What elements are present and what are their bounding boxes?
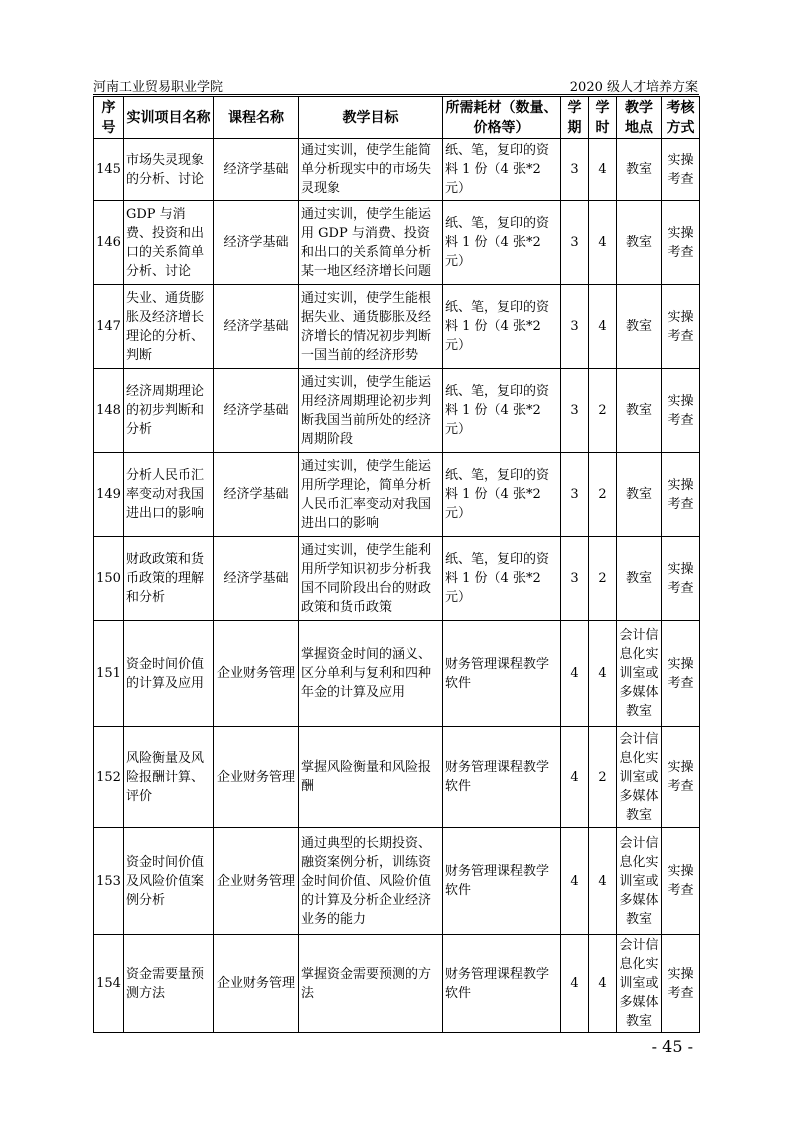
cell-course: 经济学基础 — [214, 201, 299, 285]
cell-materials: 财务管理课程教学软件 — [443, 621, 561, 727]
page-number: - 45 - — [651, 1037, 693, 1056]
cell-course: 经济学基础 — [214, 285, 299, 369]
cell-exam: 实操考查 — [662, 139, 700, 201]
cell-no: 148 — [94, 369, 124, 453]
cell-exam: 实操考查 — [662, 537, 700, 621]
cell-course: 经济学基础 — [214, 453, 299, 537]
cell-hours: 4 — [589, 935, 617, 1033]
cell-materials: 财务管理课程教学软件 — [443, 727, 561, 828]
cell-exam: 实操考查 — [662, 453, 700, 537]
cell-place: 教室 — [617, 369, 662, 453]
cell-term: 3 — [561, 201, 589, 285]
table-row — [94, 621, 700, 727]
cell-project: 资金需要量预测方法 — [124, 935, 214, 1033]
cell-place: 教室 — [617, 453, 662, 537]
cell-no: 145 — [94, 139, 124, 201]
cell-goal: 掌握资金时间的涵义、区分单利与复利和四种年金的计算及应用 — [299, 621, 443, 727]
cell-no: 146 — [94, 201, 124, 285]
cell-term: 4 — [561, 828, 589, 935]
training-project-table — [93, 96, 700, 1033]
cell-no: 154 — [94, 935, 124, 1033]
cell-goal: 通过典型的长期投资、融资案例分析，训练资金时间价值、风险价值的计算及分析企业经济业务的能力 — [299, 828, 443, 935]
cell-exam: 实操考查 — [662, 285, 700, 369]
col-header-materials: 所需耗材（数量、价格等） — [443, 97, 561, 139]
table-row — [94, 935, 700, 1033]
cell-hours: 2 — [589, 453, 617, 537]
col-header-no: 序号 — [94, 97, 124, 139]
cell-goal: 通过实训，使学生能利用所学知识初步分析我国不同阶段出台的财政政策和货币政策 — [299, 537, 443, 621]
cell-place: 会计信息化实训室或多媒体教室 — [617, 727, 662, 828]
cell-project: 财政政策和货币政策的理解和分析 — [124, 537, 214, 621]
cell-term: 3 — [561, 139, 589, 201]
cell-course: 经济学基础 — [214, 139, 299, 201]
cell-exam: 实操考查 — [662, 621, 700, 727]
cell-hours: 4 — [589, 139, 617, 201]
cell-no: 151 — [94, 621, 124, 727]
cell-materials: 纸、笔，复印的资料 1 份（4 张*2 元） — [443, 285, 561, 369]
cell-course: 经济学基础 — [214, 537, 299, 621]
cell-term: 4 — [561, 727, 589, 828]
cell-course: 企业财务管理 — [214, 828, 299, 935]
cell-project: GDP 与消费、投资和出口的关系简单分析、讨论 — [124, 201, 214, 285]
cell-goal: 掌握风险衡量和风险报酬 — [299, 727, 443, 828]
cell-materials: 纸、笔，复印的资料 1 份（4 张*2 元） — [443, 139, 561, 201]
header-school-name: 河南工业贸易职业学院 — [93, 80, 224, 95]
cell-exam: 实操考查 — [662, 369, 700, 453]
table-row — [94, 828, 700, 935]
cell-hours: 2 — [589, 537, 617, 621]
cell-place: 教室 — [617, 537, 662, 621]
col-header-course: 课程名称 — [214, 97, 299, 139]
cell-place: 会计信息化实训室或多媒体教室 — [617, 621, 662, 727]
cell-materials: 纸、笔，复印的资料 1 份（4 张*2 元） — [443, 453, 561, 537]
col-header-exam: 考核方式 — [662, 97, 700, 139]
cell-place: 会计信息化实训室或多媒体教室 — [617, 828, 662, 935]
cell-term: 4 — [561, 621, 589, 727]
header-doc-title: 2020 级人才培养方案 — [569, 80, 698, 95]
cell-course: 经济学基础 — [214, 369, 299, 453]
cell-project: 资金时间价值及风险价值案例分析 — [124, 828, 214, 935]
cell-place: 教室 — [617, 139, 662, 201]
cell-term: 3 — [561, 537, 589, 621]
cell-materials: 财务管理课程教学软件 — [443, 935, 561, 1033]
cell-goal: 通过实训，使学生能根据失业、通货膨胀及经济增长的情况初步判断一国当前的经济形势 — [299, 285, 443, 369]
col-header-place: 教学地点 — [617, 97, 662, 139]
cell-goal: 通过实训，使学生能运用经济周期理论初步判断我国当前所处的经济周期阶段 — [299, 369, 443, 453]
col-header-goal: 教学目标 — [299, 97, 443, 139]
table-row — [94, 139, 700, 201]
cell-project: 失业、通货膨胀及经济增长理论的分析、判断 — [124, 285, 214, 369]
cell-materials: 纸、笔，复印的资料 1 份（4 张*2 元） — [443, 537, 561, 621]
cell-hours: 4 — [589, 285, 617, 369]
cell-exam: 实操考查 — [662, 727, 700, 828]
cell-place: 教室 — [617, 201, 662, 285]
cell-hours: 4 — [589, 621, 617, 727]
cell-term: 3 — [561, 285, 589, 369]
cell-exam: 实操考查 — [662, 935, 700, 1033]
cell-no: 150 — [94, 537, 124, 621]
cell-place: 教室 — [617, 285, 662, 369]
cell-course: 企业财务管理 — [214, 621, 299, 727]
cell-no: 152 — [94, 727, 124, 828]
cell-goal: 通过实训，使学生能运用所学理论，简单分析人民币汇率变动对我国进出口的影响 — [299, 453, 443, 537]
cell-course: 企业财务管理 — [214, 727, 299, 828]
table-row — [94, 453, 700, 537]
cell-goal: 通过实训，使学生能简单分析现实中的市场失灵现象 — [299, 139, 443, 201]
cell-project: 经济周期理论的初步判断和分析 — [124, 369, 214, 453]
cell-project: 分析人民币汇率变动对我国进出口的影响 — [124, 453, 214, 537]
table-row — [94, 285, 700, 369]
cell-project: 风险衡量及风险报酬计算、评价 — [124, 727, 214, 828]
cell-place: 会计信息化实训室或多媒体教室 — [617, 935, 662, 1033]
table-row — [94, 537, 700, 621]
cell-exam: 实操考查 — [662, 201, 700, 285]
cell-no: 149 — [94, 453, 124, 537]
table-header-row — [94, 97, 700, 139]
col-header-hours: 学时 — [589, 97, 617, 139]
cell-materials: 纸、笔，复印的资料 1 份（4 张*2 元） — [443, 201, 561, 285]
cell-term: 4 — [561, 935, 589, 1033]
cell-no: 147 — [94, 285, 124, 369]
cell-materials: 财务管理课程教学软件 — [443, 828, 561, 935]
header-rule — [93, 94, 699, 95]
cell-course: 企业财务管理 — [214, 935, 299, 1033]
cell-term: 3 — [561, 453, 589, 537]
cell-project: 资金时间价值的计算及应用 — [124, 621, 214, 727]
cell-goal: 通过实训，使学生能运用 GDP 与消费、投资和出口的关系简单分析某一地区经济增长问题 — [299, 201, 443, 285]
cell-hours: 2 — [589, 369, 617, 453]
col-header-project: 实训项目名称 — [124, 97, 214, 139]
cell-hours: 2 — [589, 727, 617, 828]
cell-term: 3 — [561, 369, 589, 453]
cell-no: 153 — [94, 828, 124, 935]
cell-materials: 纸、笔，复印的资料 1 份（4 张*2 元） — [443, 369, 561, 453]
table-row — [94, 727, 700, 828]
cell-hours: 4 — [589, 828, 617, 935]
col-header-term: 学期 — [561, 97, 589, 139]
cell-goal: 掌握资金需要预测的方法 — [299, 935, 443, 1033]
cell-hours: 4 — [589, 201, 617, 285]
table-row — [94, 201, 700, 285]
table-row — [94, 369, 700, 453]
cell-exam: 实操考查 — [662, 828, 700, 935]
cell-project: 市场失灵现象的分析、讨论 — [124, 139, 214, 201]
